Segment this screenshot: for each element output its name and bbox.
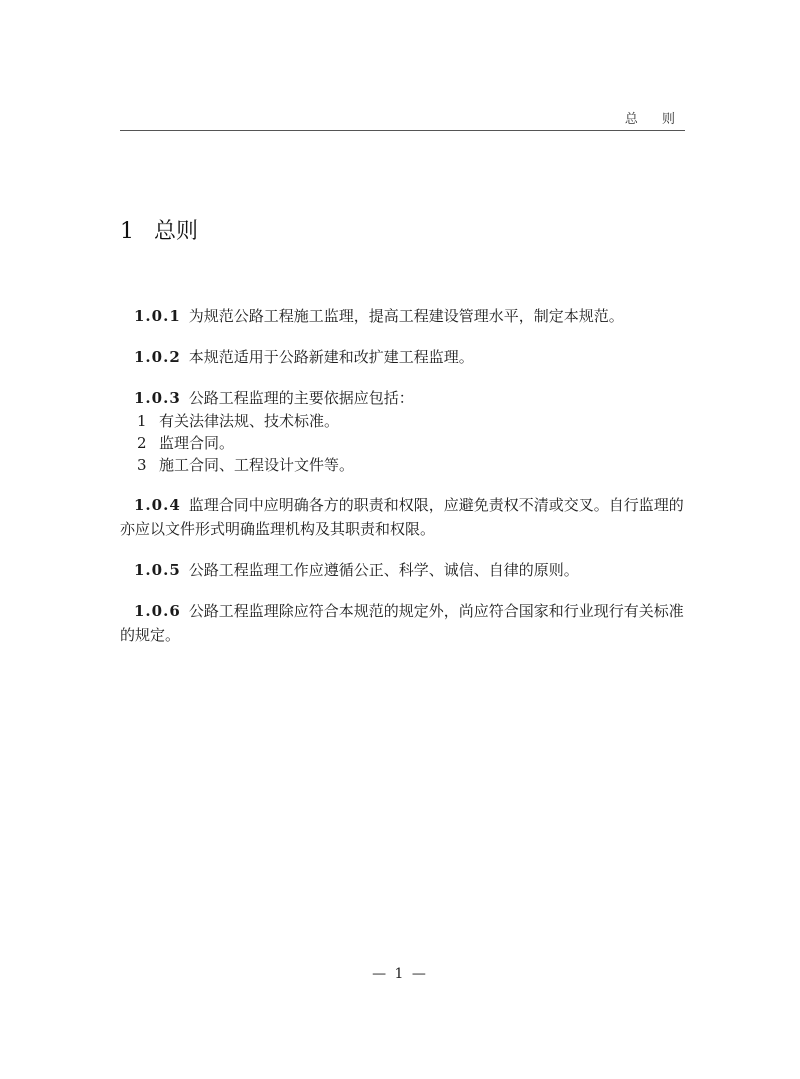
clause-items xyxy=(120,410,685,476)
clause-number: 1.0.2 xyxy=(134,348,181,366)
clause xyxy=(120,493,685,541)
item-number: 1 xyxy=(137,412,147,430)
clause-text: 公路工程监理的主要依据应包括： xyxy=(188,389,414,407)
clause xyxy=(120,386,685,476)
clause-text: 公路工程监理除应符合本规范的规定外，尚应符合国家和行业现行有关标准的规定。 xyxy=(120,602,684,644)
clause-number: 1.0.4 xyxy=(134,496,181,514)
clause xyxy=(120,558,685,582)
list-item xyxy=(120,454,685,476)
clause-number: 1.0.3 xyxy=(134,389,181,407)
clause-text: 本规范适用于公路新建和改扩建工程监理。 xyxy=(188,348,474,366)
list-item xyxy=(120,410,685,432)
clause-text: 公路工程监理工作应遵循公正、科学、诚信、自律的原则。 xyxy=(188,561,579,579)
chapter-title xyxy=(120,214,198,245)
item-number: 3 xyxy=(137,456,147,474)
header-rule xyxy=(120,130,685,131)
clause-list xyxy=(120,304,685,664)
clause-number: 1.0.6 xyxy=(134,602,181,620)
list-item xyxy=(120,432,685,454)
item-text: 监理合同。 xyxy=(159,434,235,452)
chapter-number: 1 xyxy=(120,219,134,244)
page-number: — 1 — xyxy=(372,966,428,982)
clause-number: 1.0.1 xyxy=(134,307,181,325)
clause xyxy=(120,345,685,369)
chapter-heading: 总则 xyxy=(154,219,199,244)
clause xyxy=(120,304,685,328)
item-text: 有关法律法规、技术标准。 xyxy=(159,412,340,430)
clause-text: 为规范公路工程施工监理，提高工程建设管理水平，制定本规范。 xyxy=(188,307,624,325)
item-number: 2 xyxy=(137,434,147,452)
clause-text: 监理合同中应明确各方的职责和权限，应避免责权不清或交叉。自行监理的亦应以文件形式明确监理机构及其职责和权限。 xyxy=(120,496,684,538)
clause xyxy=(120,599,685,647)
clause-number: 1.0.5 xyxy=(134,561,181,579)
item-text: 施工合同、工程设计文件等。 xyxy=(159,456,355,474)
running-header: 总 则 xyxy=(624,112,685,127)
